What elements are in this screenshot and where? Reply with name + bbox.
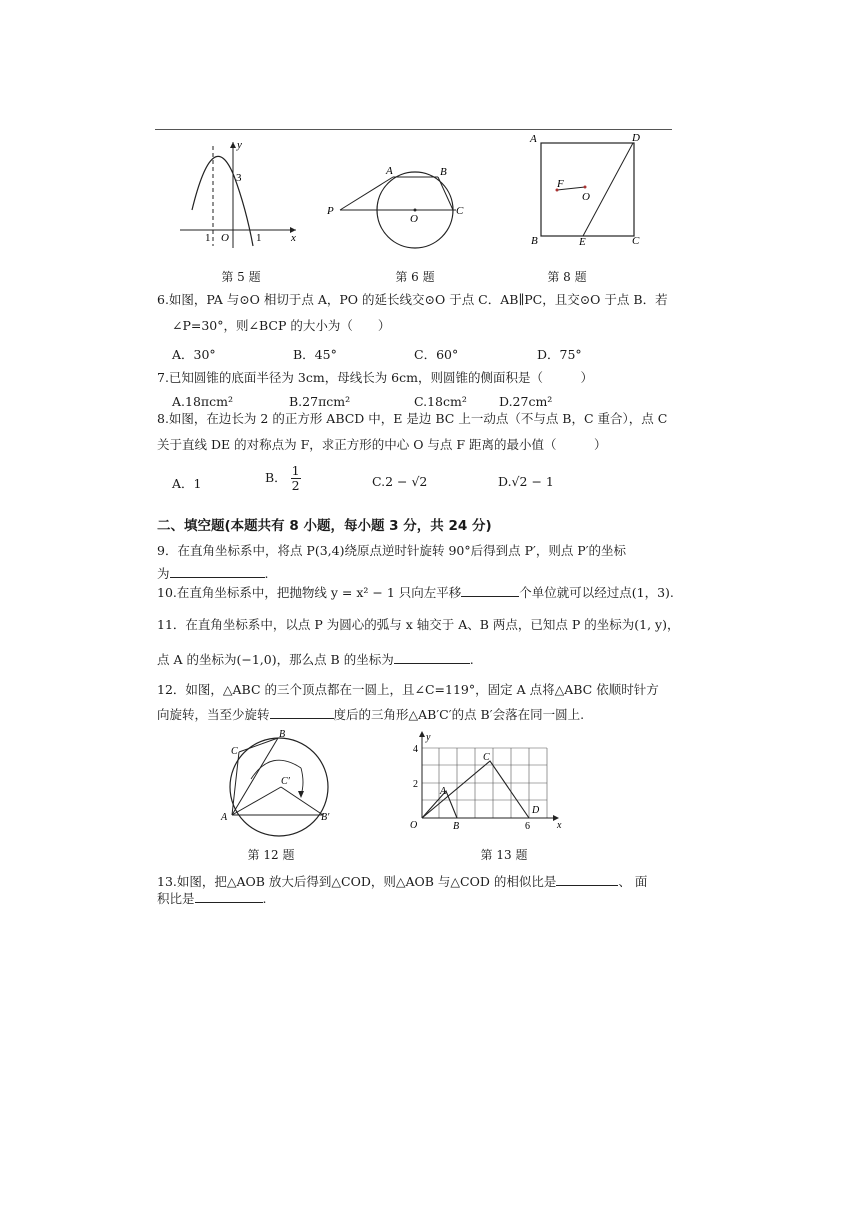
q8-option-b-numerator: 1 [291,463,300,478]
q6-line1: 6.如图，PA 与⊙O 相切于点 A，PO 的延长线交⊙O 于点 C．AB∥PC，且交⊙O 于点 B．若 [157,292,668,307]
q13-area-ratio-blank[interactable] [195,890,263,903]
q13-line1 [157,873,647,890]
q10-line [157,584,674,601]
fig6-label-A: A [386,165,393,177]
q8-option-b-denominator: 2 [291,478,300,493]
figure-12 [215,728,345,840]
fig13-label-B: B [453,821,460,832]
q10-pre: 10.在直角坐标系中，把抛物线 y = x² − 1 只向左平移 [157,585,462,600]
q13-line2 [157,890,267,907]
q13-line1-pre: 13.如图，把△AOB 放大后得到△COD，则△AOB 与△COD 的相似比是 [157,874,557,889]
fig13-label-2: 2 [413,779,418,790]
q6-option-b: B．45° [293,347,337,362]
fig12-label-A: A [221,812,228,823]
q11-line2 [157,651,474,668]
fig13-label-6: 6 [525,821,530,832]
q12-line2-pre: 向旋转，当至少旋转 [157,707,270,722]
fig5-label-3: 3 [236,172,242,184]
fig12-label-C: C [231,746,238,757]
q8-line2: 关于直线 DE 的对称点为 F，求正方形的中心 O 与点 F 距离的最小值（ ） [157,437,607,452]
q10-answer-blank[interactable] [461,584,519,597]
fig8-label-F: F [557,178,564,190]
q9-answer-blank[interactable] [170,565,265,578]
fig12-label-Bprime: B′ [321,812,330,823]
q8-line1: 8.如图，在边长为 2 的正方形 ABCD 中，E 是边 BC 上一动点（不与点 B，C 重合），点 C [157,411,668,426]
q6-option-c: C．60° [414,347,459,362]
figure-6 [322,158,472,250]
q12-answer-blank[interactable] [270,706,334,719]
q7-option-c: C.18cm² [414,394,467,409]
fig8-label-A: A [530,133,537,145]
q9-line2-text: 为 [157,566,170,581]
fig5-x-label: x [291,232,296,244]
fig13-label-D: D [532,805,540,816]
figure-13 [403,728,569,832]
q8-option-b [265,464,301,493]
q8-option-d: D.√2 − 1 [498,474,554,489]
q13-end: . [262,891,267,906]
top-divider [155,129,672,130]
q8-option-a: A．1 [172,476,202,491]
q11-end: . [469,652,474,667]
fig8-label-C: C [632,235,640,247]
figure-5 [170,138,300,250]
fig12-label-B: B [279,729,286,740]
fig13-label-4: 4 [413,744,418,755]
q9-line1: 9．在直角坐标系中，将点 P(3,4)绕原点逆时针旋转 90°后得到点 P′，则点 P′的坐标 [157,543,627,558]
fig8-label-E: E [579,236,586,247]
fig5-label-1: 1 [256,232,262,244]
fig8-label-B: B [531,235,538,247]
q12-line1: 12．如图，△ABC 的三个顶点都在一圆上，且∠C=119°，固定 A 点将△ABC 依顺时针方 [157,682,659,697]
q7-option-d: D.27cm² [499,394,553,409]
q13-line1-post: 、 面 [618,874,648,889]
fig6-label-C: C [456,205,464,217]
q8-option-c: C.2 − √2 [372,474,428,489]
fig5-label-neg1: 1 [205,232,211,244]
fig6-caption: 第 6 题 [395,270,435,284]
fig8-label-O: O [582,191,590,203]
fig13-y-label: y [426,732,431,743]
fig6-label-B: B [440,166,447,178]
fig5-y-label: y [237,139,242,151]
q11-line1: 11．在直角坐标系中，以点 P 为圆心的弧与 x 轴交于 A、B 两点，已知点 P 的坐标为(1, y)， [157,617,680,632]
q7-option-b: B.27πcm² [289,394,351,409]
fig8-label-D: D [632,132,640,144]
fig13-caption: 第 13 题 [480,848,528,862]
q12-line2 [157,706,584,723]
q12-line2-post: 度后的三角形△AB′C′的点 B′会落在同一圆上. [333,707,585,722]
q6-line2: ∠P=30°，则∠BCP 的大小为（ ） [172,318,391,333]
fig8-caption: 第 8 题 [547,270,587,284]
fig6-label-P: P [327,205,334,217]
fig6-label-O: O [410,213,418,225]
section-2-heading: 二、填空题(本题共有 8 小题，每小题 3 分，共 24 分) [157,518,492,534]
q8-option-b-fraction [291,464,301,493]
q9-end: . [264,566,269,581]
fig5-caption: 第 5 题 [221,270,261,284]
q10-post: 个单位就可以经过点(1，3). [519,585,674,600]
fig13-origin: O [410,820,418,831]
q11-answer-blank[interactable] [394,651,470,664]
q13-line2-pre: 积比是 [157,891,195,906]
fig13-x-label: x [557,820,562,831]
fig12-label-Cprime: C′ [281,776,290,787]
fig12-caption: 第 12 题 [247,848,295,862]
q8-option-b-label: B． [265,470,287,485]
q9-line2 [157,565,269,582]
q7-line1: 7.已知圆锥的底面半径为 3cm，母线长为 6cm，则圆锥的侧面积是（ ） [157,370,593,385]
q11-line2-pre: 点 A 的坐标为(−1,0)，那么点 B 的坐标为 [157,652,394,667]
fig13-label-A: A [440,786,447,797]
fig13-label-C: C [483,752,490,763]
figure-8 [526,132,646,247]
fig5-origin: O [221,232,229,244]
q13-ratio-blank[interactable] [556,873,618,886]
q7-option-a: A.18πcm² [172,394,233,409]
q6-option-d: D．75° [537,347,582,362]
q6-option-a: A．30° [172,347,216,362]
